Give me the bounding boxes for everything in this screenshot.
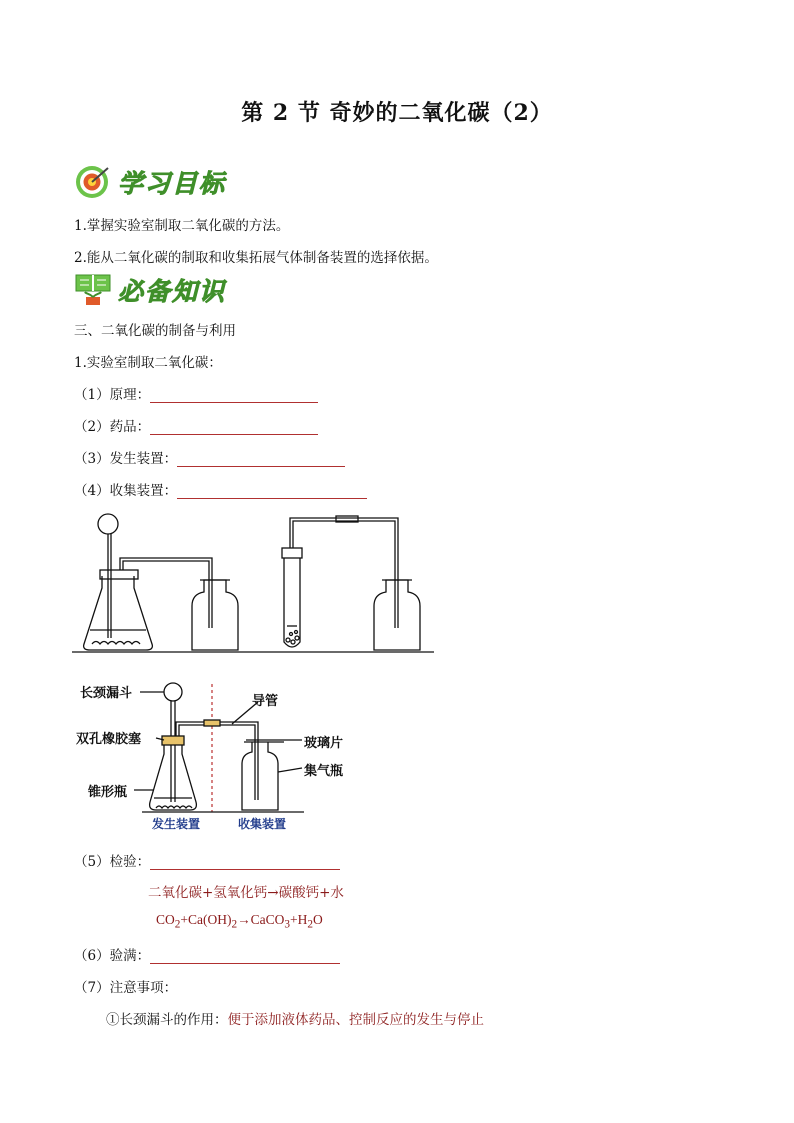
question-test-label: （5）检验： <box>74 854 151 870</box>
label-funnel: 长颈漏斗 <box>80 686 133 701</box>
question-generator-label: （3）发生装置： <box>74 451 178 467</box>
question-collector <box>74 479 367 499</box>
goal-item-2: 2.能从二氧化碳的制取和收集拓展气体制备装置的选择依据。 <box>74 250 438 266</box>
answer-blank <box>177 452 345 467</box>
answer-blank <box>177 484 367 499</box>
labelled-apparatus-drawing <box>72 680 362 830</box>
label-tube: 导管 <box>252 694 279 709</box>
goals-banner <box>74 164 226 200</box>
question-reagents <box>74 415 318 435</box>
eq-part: +H <box>290 912 308 927</box>
answer-blank <box>150 949 340 964</box>
question-full-label: （6）验满： <box>74 948 151 964</box>
eq-sub: 2 <box>174 918 181 931</box>
sub-heading: 1.实验室制取二氧化碳： <box>74 355 222 371</box>
note-item-1-label: ①长颈漏斗的作用： <box>106 1012 228 1028</box>
eq-sub: 2 <box>307 918 313 931</box>
book-plant-icon <box>74 273 114 307</box>
page-title: 第 2 节 奇妙的二氧化碳（2） <box>241 100 553 126</box>
question-principle-label: （1）原理： <box>74 387 151 403</box>
answer-blank <box>150 855 340 870</box>
eq-part: O <box>313 912 323 927</box>
label-stopper: 双孔橡胶塞 <box>76 732 142 747</box>
note-item-1 <box>106 1008 484 1028</box>
apparatus-sketch <box>72 508 436 656</box>
answer-blank <box>150 388 318 403</box>
target-icon <box>74 164 112 200</box>
goals-banner-text: 学习目标 <box>118 169 227 198</box>
note-item-1-text: 便于添加液体药品、控制反应的发生与停止 <box>227 1012 484 1028</box>
question-full <box>74 944 340 964</box>
question-principle <box>74 383 318 403</box>
word-equation: 二氧化碳+氢氧化钙→碳酸钙+水 <box>148 885 344 901</box>
eq-part: +Ca(OH) <box>180 912 232 927</box>
goal-item-1: 1.掌握实验室制取二氧化碳的方法。 <box>74 218 290 234</box>
answer-blank <box>150 420 318 435</box>
label-flask: 锥形瓶 <box>88 785 128 800</box>
question-reagents-label: （2）药品： <box>74 419 151 435</box>
labelled-apparatus <box>72 680 362 830</box>
label-glass: 玻璃片 <box>304 736 344 751</box>
knowledge-banner <box>74 272 226 308</box>
question-generator <box>74 447 345 467</box>
eq-part: CO <box>156 912 175 927</box>
label-bottle: 集气瓶 <box>304 764 344 779</box>
knowledge-banner-text: 必备知识 <box>118 277 227 306</box>
eq-sub: 2 <box>231 918 238 931</box>
caption-collector: 收集装置 <box>238 817 287 831</box>
question-collector-label: （4）收集装置： <box>74 483 178 499</box>
eq-sub: 3 <box>284 918 290 931</box>
section-heading: 三、二氧化碳的制备与利用 <box>74 323 236 339</box>
question-notes: （7）注意事项： <box>74 980 178 996</box>
eq-part: →CaCO <box>237 912 285 927</box>
chemical-equation <box>156 912 323 931</box>
question-test <box>74 850 340 870</box>
caption-generator: 发生装置 <box>152 817 201 831</box>
